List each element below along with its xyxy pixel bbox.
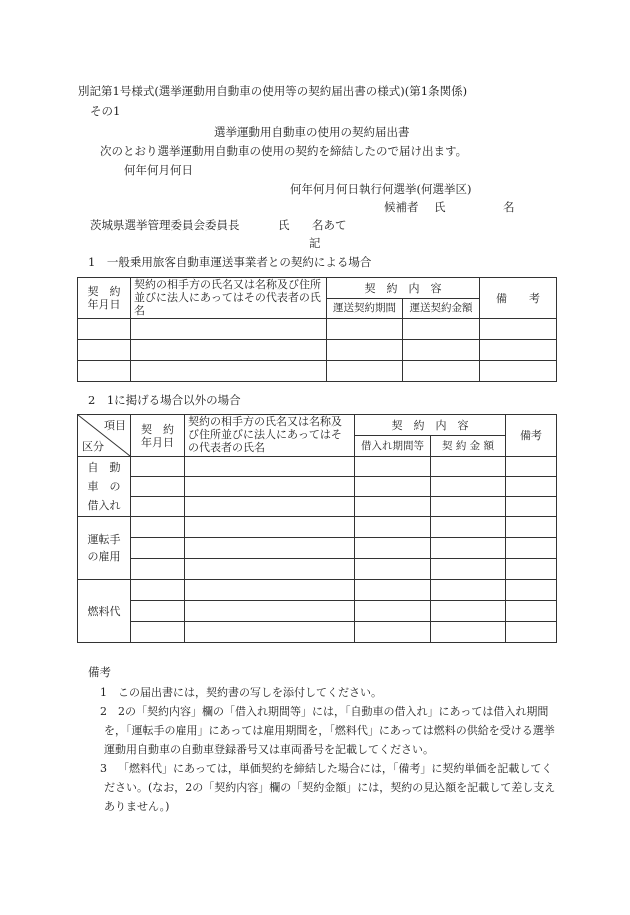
s2-cell[interactable] <box>185 559 355 580</box>
s2-cell[interactable] <box>355 580 431 601</box>
addressee: 茨城県選挙管理委員会委員長 <box>90 218 240 232</box>
s2-cell[interactable] <box>506 559 557 580</box>
section2-table <box>77 414 557 643</box>
table-row <box>78 622 557 643</box>
s1-cell[interactable] <box>327 361 403 382</box>
s2-cell[interactable] <box>355 601 431 622</box>
s2-cell[interactable] <box>355 622 431 643</box>
s2-header-date: 契 約 年月日 <box>131 415 185 457</box>
s2-cell[interactable] <box>185 477 355 497</box>
table-row <box>78 477 557 497</box>
s2-cell[interactable] <box>131 538 185 559</box>
s2-cell[interactable] <box>355 457 431 477</box>
note-1-number: 1 <box>100 686 107 699</box>
s1-cell[interactable] <box>131 361 327 382</box>
s2-cell[interactable] <box>506 457 557 477</box>
s2-cell[interactable] <box>131 601 185 622</box>
s2-group-vehicle-rental: 自 動 車 の 借入れ <box>78 457 131 517</box>
form-sub-number: その1 <box>90 104 121 118</box>
s1-cell[interactable] <box>403 361 480 382</box>
s2-cell[interactable] <box>131 457 185 477</box>
s2-header-party: 契約の相手方の氏名又は名称及び住所並びに法人にあってはその代表者の氏名 <box>185 415 355 457</box>
s1-cell[interactable] <box>403 340 480 361</box>
s2-cell[interactable] <box>431 477 506 497</box>
s2-cell[interactable] <box>506 497 557 517</box>
section1-heading: 1 一般乗用旅客自動車運送事業者との契約による場合 <box>88 255 372 269</box>
table-row <box>78 559 557 580</box>
ki-mark: 記 <box>309 236 321 250</box>
s2-cell[interactable] <box>131 559 185 580</box>
s2-header-remarks: 備考 <box>506 415 557 457</box>
table-row <box>78 517 557 538</box>
s1-cell[interactable] <box>480 340 557 361</box>
s2-cell[interactable] <box>506 477 557 497</box>
s2-header-diagonal <box>78 415 131 457</box>
s2-cell[interactable] <box>355 559 431 580</box>
s2-cell[interactable] <box>355 538 431 559</box>
intro-text: 次のとおり選挙運動用自動車の使用の契約を締結したので届け出ます。 <box>100 144 468 158</box>
s1-cell[interactable] <box>403 319 480 340</box>
table-row <box>78 601 557 622</box>
s1-header-period: 運送契約期間 <box>327 299 403 319</box>
s1-header-remarks: 備 考 <box>480 278 557 319</box>
notes-title: 備考 <box>88 665 111 679</box>
note-2-number: 2 <box>100 705 107 718</box>
s1-cell[interactable] <box>78 340 131 361</box>
election-name: 何年何月何日執行何選挙(何選挙区) <box>290 182 472 196</box>
s1-header-amount: 運送契約金額 <box>403 299 480 319</box>
table-row <box>78 361 557 382</box>
s2-cell[interactable] <box>355 477 431 497</box>
candidate-name-shi: 氏 <box>434 200 446 214</box>
s2-cell[interactable] <box>431 580 506 601</box>
s2-header-item: 項目 <box>104 419 126 432</box>
s2-cell[interactable] <box>431 517 506 538</box>
s2-header-contract: 契 約 内 容 <box>355 415 506 436</box>
s1-header-party: 契約の相手方の氏名又は名称及び住所並びに法人にあってはその代表者の氏名 <box>131 278 327 319</box>
note-1-text: この届出書には，契約書の写しを添付してください。 <box>118 686 382 699</box>
s2-cell[interactable] <box>131 580 185 601</box>
s2-cell[interactable] <box>506 517 557 538</box>
addressee-mei: 名あて <box>312 218 347 232</box>
s2-cell[interactable] <box>185 601 355 622</box>
s2-header-kubun: 区分 <box>82 440 104 453</box>
candidate-name-mei: 名 <box>503 200 515 214</box>
s1-cell[interactable] <box>78 319 131 340</box>
s2-cell[interactable] <box>506 601 557 622</box>
s1-cell[interactable] <box>78 361 131 382</box>
s2-cell[interactable] <box>355 497 431 517</box>
s2-header-amount: 契 約 金 額 <box>431 436 506 457</box>
s2-header-period: 借入れ期間等 <box>355 436 431 457</box>
s2-group-fuel: 燃料代 <box>78 580 131 643</box>
s1-cell[interactable] <box>480 361 557 382</box>
table-row <box>78 319 557 340</box>
section1-table <box>77 277 557 382</box>
s2-cell[interactable] <box>431 601 506 622</box>
table-row <box>78 340 557 361</box>
table-row <box>78 457 557 477</box>
s2-group-driver-hire: 運転手 の雇用 <box>78 517 131 580</box>
s2-cell[interactable] <box>431 559 506 580</box>
document-title: 選挙運動用自動車の使用の契約届出書 <box>214 125 410 139</box>
table-row <box>78 580 557 601</box>
submission-date: 何年何月何日 <box>124 163 193 177</box>
s1-cell[interactable] <box>131 319 327 340</box>
s2-cell[interactable] <box>431 497 506 517</box>
s2-cell[interactable] <box>185 580 355 601</box>
s2-cell[interactable] <box>185 622 355 643</box>
s2-cell[interactable] <box>506 622 557 643</box>
s2-cell[interactable] <box>131 497 185 517</box>
s1-header-contract: 契 約 内 容 <box>327 278 480 299</box>
s2-cell[interactable] <box>506 580 557 601</box>
s2-cell[interactable] <box>185 538 355 559</box>
s2-cell[interactable] <box>131 477 185 497</box>
addressee-shi: 氏 <box>278 218 290 232</box>
table-row <box>78 538 557 559</box>
form-identifier: 別記第1号様式(選挙運動用自動車の使用等の契約届出書の様式)(第1条関係) <box>78 84 468 98</box>
note-3-number: 3 <box>100 762 107 775</box>
s2-cell[interactable] <box>131 517 185 538</box>
section2-heading: 2 1に掲げる場合以外の場合 <box>88 393 241 407</box>
s1-cell[interactable] <box>327 319 403 340</box>
s2-cell[interactable] <box>185 457 355 477</box>
s2-cell[interactable] <box>131 622 185 643</box>
s1-header-date: 契 約 年月日 <box>78 278 131 319</box>
table-row <box>78 497 557 517</box>
s2-cell[interactable] <box>185 517 355 538</box>
s1-cell[interactable] <box>131 340 327 361</box>
note-2-text: 2の「契約内容」欄の「借入れ期間等」には，「自動車の借入れ」にあっては借入れ期間を，「運転手の雇用」にあっては雇用期間を，「燃料代」にあっては燃料の供給を受ける選挙運動用自動車の自動車登録番号又は車両番号を記載してください。 <box>104 705 555 756</box>
note-3-text: 「燃料代」にあっては，単価契約を締結した場合には，「備考」に契約単価を記載してください。(なお，2の「契約内容」欄の「契約金額」には，契約の見込額を記載して差し支えありません。) <box>104 762 556 813</box>
s2-cell[interactable] <box>431 622 506 643</box>
candidate-label: 候補者 <box>384 200 419 214</box>
s2-cell[interactable] <box>431 457 506 477</box>
s1-cell[interactable] <box>480 319 557 340</box>
s2-cell[interactable] <box>431 538 506 559</box>
s2-cell[interactable] <box>355 517 431 538</box>
s1-cell[interactable] <box>327 340 403 361</box>
s2-cell[interactable] <box>506 538 557 559</box>
s2-cell[interactable] <box>185 497 355 517</box>
